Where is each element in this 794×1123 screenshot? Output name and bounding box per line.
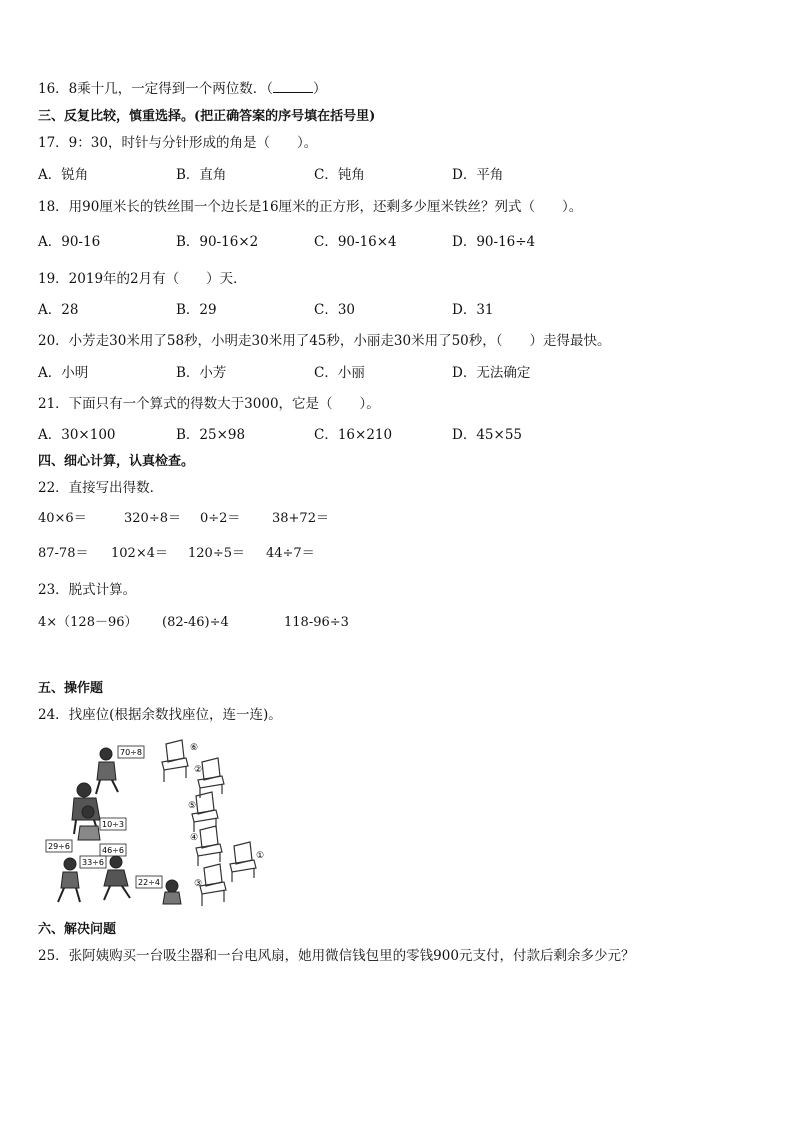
- child-figure: [163, 880, 181, 904]
- q19-option-d: D．31: [452, 302, 494, 318]
- section-5-heading: 五、操作题: [38, 681, 104, 696]
- calc-item: 102×4＝: [111, 546, 168, 561]
- q19-option-c: C．30: [314, 302, 356, 318]
- q18-option-d: D．90-16÷4: [452, 234, 536, 250]
- tag-29-6: [46, 840, 72, 852]
- calc-item: 0÷2＝: [200, 511, 241, 526]
- tag-label: 22÷4: [138, 878, 160, 887]
- question-16-tail: ）: [313, 81, 327, 97]
- chair-icon: [162, 740, 188, 782]
- seat-number: ⑤: [188, 801, 197, 811]
- seat-number: ②: [194, 765, 203, 775]
- tag-22-4: [136, 876, 162, 888]
- tag-label: 33÷6: [82, 858, 104, 867]
- tag-33-6: [80, 856, 106, 868]
- q20-option-c: C．小丽: [314, 365, 365, 381]
- q17-option-a: A．锐角: [38, 167, 89, 183]
- q21-option-b: B．25×98: [176, 427, 246, 443]
- seat-number: ③: [194, 879, 203, 889]
- chair-icon: [200, 864, 226, 906]
- q21-option-a: A．30×100: [38, 427, 116, 443]
- seat-matching-illustration: [44, 736, 274, 912]
- q21-option-c: C．16×210: [314, 427, 393, 443]
- answer-blank: [273, 80, 313, 93]
- q17-option-b: B．直角: [176, 167, 227, 183]
- seat-number: ④: [190, 833, 199, 843]
- question-22-stem: 22．直接写出得数．: [38, 480, 164, 496]
- q20-option-d: D．无法确定: [452, 365, 531, 381]
- q19-option-b: B．29: [176, 302, 217, 318]
- calc-item: 38+72＝: [272, 511, 329, 526]
- q18-option-b: B．90-16×2: [176, 234, 259, 250]
- child-figure: [96, 748, 118, 794]
- section-6-heading: 六、解决问题: [38, 922, 117, 937]
- question-21-stem: 21．下面只有一个算式的得数大于3000，它是（ ）。: [38, 396, 380, 412]
- q19-option-a: A．28: [38, 302, 79, 318]
- question-24-stem: 24．找座位(根据余数找座位，连一连)。: [38, 707, 282, 723]
- child-figure: [104, 856, 130, 900]
- tag-label: 29÷6: [48, 842, 70, 851]
- calc-item: 44÷7＝: [266, 546, 315, 561]
- child-figure: [58, 858, 80, 902]
- question-19-stem: 19．2019年的2月有（ ）天．: [38, 271, 247, 287]
- q20-option-a: A．小明: [38, 365, 89, 381]
- tag-70-8: [118, 746, 144, 758]
- section-4-heading: 四、细心计算，认真检查。: [38, 454, 195, 469]
- q20-option-b: B．小芳: [176, 365, 227, 381]
- question-18-stem: 18．用90厘米长的铁丝围一个边长是16厘米的正方形，还剩多少厘米铁丝？列式（ ）。: [38, 199, 583, 215]
- expression-item: 4×（128－96）: [38, 615, 138, 630]
- q17-option-c: C．钝角: [314, 167, 365, 183]
- question-25-stem: 25．张阿姨购买一台吸尘器和一台电风扇，她用微信钱包里的零钱900元支付，付款后剩余多少元？: [38, 948, 635, 964]
- expression-item: 118-96÷3: [284, 615, 349, 630]
- question-20-stem: 20．小芳走30米用了58秒，小明走30米用了45秒，小丽走30米用了50秒，（ ）走得最快。: [38, 333, 611, 349]
- calc-item: 120÷5＝: [188, 546, 245, 561]
- question-17-stem: 17．9：30，时针与分针形成的角是（ ）。: [38, 135, 318, 151]
- q17-option-d: D．平角: [452, 167, 504, 183]
- expression-item: (82-46)÷4: [162, 615, 229, 630]
- question-23-stem: 23．脱式计算。: [38, 582, 137, 598]
- section-3-heading: 三、反复比较，慎重选择。(把正确答案的序号填在括号里): [38, 109, 376, 124]
- tag-46-6: [100, 844, 126, 856]
- tag-10-3: [100, 818, 126, 830]
- q18-option-c: C．90-16×4: [314, 234, 397, 250]
- q21-option-d: D．45×55: [452, 427, 522, 443]
- chair-icon: [230, 842, 256, 882]
- seat-number: ①: [256, 851, 265, 861]
- q18-option-a: A．90-16: [38, 234, 101, 250]
- calc-item: 40×6＝: [38, 511, 87, 526]
- tag-label: 46÷6: [102, 846, 124, 855]
- tag-label: 10÷3: [102, 820, 124, 829]
- question-16-text: 16．8乘十几，一定得到一个两位数．（: [38, 81, 274, 97]
- seat-number: ⑥: [190, 743, 199, 753]
- calc-item: 87-78＝: [38, 546, 89, 561]
- tag-label: 70÷8: [120, 748, 142, 757]
- chair-icon: [196, 826, 222, 866]
- calc-item: 320÷8＝: [124, 511, 181, 526]
- question-16: [38, 80, 327, 98]
